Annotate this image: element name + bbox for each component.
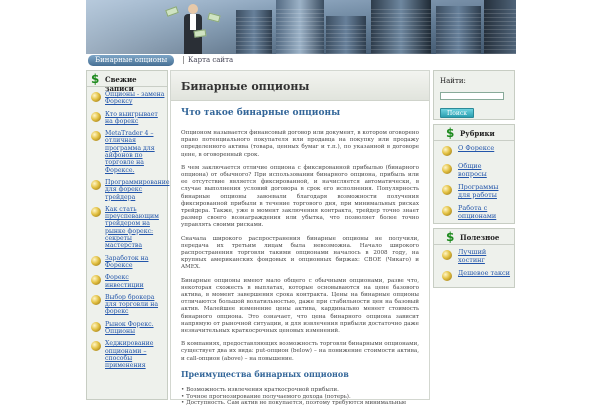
article-paragraph: Бинарные опционы имеют мало общего с обычными опционами, разве что, некоторая схожесть в выплатах, которые основываются на цене базового актива, в момент завершения срока контракта. Цены на бинарные опционы отличаются большой волатильностью, даже при стабильности цен на базовый актив. Малейшее изменение цены актива, кардинально менеет стоимость бинарного опциона. Это означает, что цена бинарного опциона зависит напрямую от рыночной ситуации, и для извлечения прибыли достаточно даже незначительных краткосрочных ценовых изменений. xyxy=(181,277,419,335)
article-subheading: Преимущества бинарных опционов xyxy=(181,368,349,379)
rubrics-box xyxy=(433,124,515,224)
list-item xyxy=(89,294,165,316)
search-box xyxy=(433,70,515,120)
article-body xyxy=(171,101,429,407)
search-input[interactable] xyxy=(440,92,504,100)
article-paragraph: В компаниях, предоставляющих возможность торговли бинарными опционами, существует два их вида: put-опцион (below) – на понижение стоимости актива, и call-опцион (above) – на повышение. xyxy=(181,341,419,362)
rubric-link[interactable]: Общие вопросы xyxy=(458,162,487,178)
article-paragraph: Сначала широкого распространения бинарные опционы не получили, передача их третьим лицам была невозможна. Начало широкого распространения торговли такими опционами началось в 2008 году, на крупных американских фондовых и опционных биржах: CBOE (Чикаго) и AMEX. xyxy=(181,235,419,271)
nav-link-sitemap[interactable]: Карта сайта xyxy=(188,56,234,64)
bullet-ball-icon xyxy=(91,341,101,351)
bullet-ball-icon xyxy=(442,250,452,260)
useful-header xyxy=(434,229,514,245)
recent-post-link[interactable]: Опционы - замена Форексу xyxy=(105,91,165,106)
skyscraper-image xyxy=(326,16,366,54)
dollar-icon: $ xyxy=(446,126,455,140)
bullet-ball-icon xyxy=(91,92,101,102)
page-title-bar xyxy=(171,71,429,101)
list-item xyxy=(89,130,165,174)
dollar-icon: $ xyxy=(446,230,455,244)
list-item xyxy=(436,270,512,282)
recent-post-link[interactable]: Заработок на Форексе xyxy=(105,254,149,269)
rubrics-list xyxy=(434,141,514,231)
rubrics-title: Рубрики xyxy=(460,129,495,138)
nav-tab-binary-options[interactable]: Бинарные опционы xyxy=(88,55,174,66)
nav-bar xyxy=(86,54,516,66)
skyscraper-image xyxy=(371,0,431,54)
bullet-ball-icon xyxy=(442,164,452,174)
useful-title: Полезное xyxy=(460,233,500,242)
skyscraper-image xyxy=(276,0,324,54)
list-item xyxy=(89,178,170,201)
bullet-ball-icon xyxy=(91,322,101,332)
list-item: • Точное прогнозирование получаемого дохода (потерь). xyxy=(181,393,351,400)
bullet-ball-icon xyxy=(442,146,452,156)
nav-separator xyxy=(183,56,184,64)
bullet-ball-icon xyxy=(442,185,452,195)
list-item xyxy=(436,249,512,264)
recent-post-link[interactable]: Выбор брокера для торговли на форекс xyxy=(105,293,159,316)
useful-link[interactable]: Дешевое такси xyxy=(458,269,511,278)
useful-box xyxy=(433,228,515,288)
article-paragraph: В чем заключается отличие опциона с фиксированной прибылью (бинарного опциона) от обычного? При использовании бинарного опциона, прибыль или ее отсутствие является фиксированной, и начисляется автоматически, в случае выполнения условий договора в срок его исполнения. Популярность бинарные опционы завоевали благодаря возможности получения фиксированной прибыли в течение торгового дня, при минимальных рисках трейдера. Также, уже в момент заключения контракта, трейдер точно знает размер своего вознаграждения или убытка, что позволяет более точно управлять своими рисками. xyxy=(181,164,419,229)
bullet-ball-icon xyxy=(91,207,101,217)
left-sidebar xyxy=(86,70,168,400)
bullet-ball-icon xyxy=(91,256,101,266)
list-item xyxy=(89,340,165,369)
recent-post-link[interactable]: Кто выигрывает на форекс xyxy=(105,110,158,125)
list-item xyxy=(436,184,512,199)
rubric-link[interactable]: О Форексе xyxy=(458,144,495,152)
list-item xyxy=(89,321,165,336)
skyscraper-image xyxy=(236,10,272,54)
search-label: Найти: xyxy=(440,77,466,85)
dollar-icon: $ xyxy=(91,72,100,86)
recent-post-link[interactable]: Хеджирование опционами – способы применения xyxy=(105,340,154,370)
list-item xyxy=(89,91,165,106)
useful-list xyxy=(434,245,514,292)
list-item xyxy=(89,111,165,126)
list-item: • Доступность. Сам актив не покупается, поэтому требуются минимальные xyxy=(181,400,407,407)
useful-link[interactable]: Лучший хостинг xyxy=(458,248,487,264)
right-sidebar xyxy=(433,70,515,400)
list-item xyxy=(436,205,512,220)
list-item: • Возможность извлечения краткосрочной прибыли. xyxy=(181,386,339,393)
rubrics-header xyxy=(434,125,514,141)
bullet-ball-icon xyxy=(91,180,101,190)
list-item xyxy=(89,255,165,270)
bullet-ball-icon xyxy=(91,112,101,122)
bullet-ball-icon xyxy=(442,271,452,281)
bullet-ball-icon xyxy=(91,295,101,305)
article-paragraph: Опционом называется финансовый договор или документ, в котором оговорено право потенциального покупателя или продавца на покупку или продажу определенного актива (товара, ценных бумаг и т.п.), по указанной в договоре цене, в оговоренный срок. xyxy=(181,130,419,158)
main-content xyxy=(170,70,430,407)
recent-post-link[interactable]: Форекс инвестиции xyxy=(105,274,144,289)
list-item xyxy=(436,163,512,178)
recent-post-link[interactable]: Программирование для форекс трейдера xyxy=(105,178,170,201)
recent-post-link[interactable]: Рынок Форекс. Опционы xyxy=(105,320,154,336)
header-banner xyxy=(86,0,516,54)
recent-post-link[interactable]: MetaTrader 4 – отличная программа для айфонов по торговле на Форексе. xyxy=(105,130,155,174)
skyscraper-image xyxy=(436,6,481,54)
recent-posts-list xyxy=(87,87,170,370)
skyscraper-image xyxy=(484,0,516,54)
article-heading: Что такое бинарные опционы xyxy=(181,108,341,118)
list-item xyxy=(89,206,165,250)
list-item xyxy=(436,145,512,157)
advantages-list xyxy=(181,387,419,407)
rubric-link[interactable]: Работа с опционами xyxy=(458,204,497,220)
recent-posts-header xyxy=(87,71,167,93)
recent-posts-title: Свежие записи xyxy=(105,75,137,93)
page-title: Бинарные опционы xyxy=(181,80,310,93)
bullet-ball-icon xyxy=(91,131,101,141)
list-item xyxy=(89,274,165,289)
recent-post-link[interactable]: Как стать преуспевающим трейдером на рынке форекс: секреты мастерства xyxy=(105,205,159,250)
bullet-ball-icon xyxy=(442,206,452,216)
search-button[interactable]: Поиск xyxy=(440,108,474,118)
rubric-link[interactable]: Программы для работы xyxy=(458,183,499,199)
bullet-ball-icon xyxy=(91,275,101,285)
